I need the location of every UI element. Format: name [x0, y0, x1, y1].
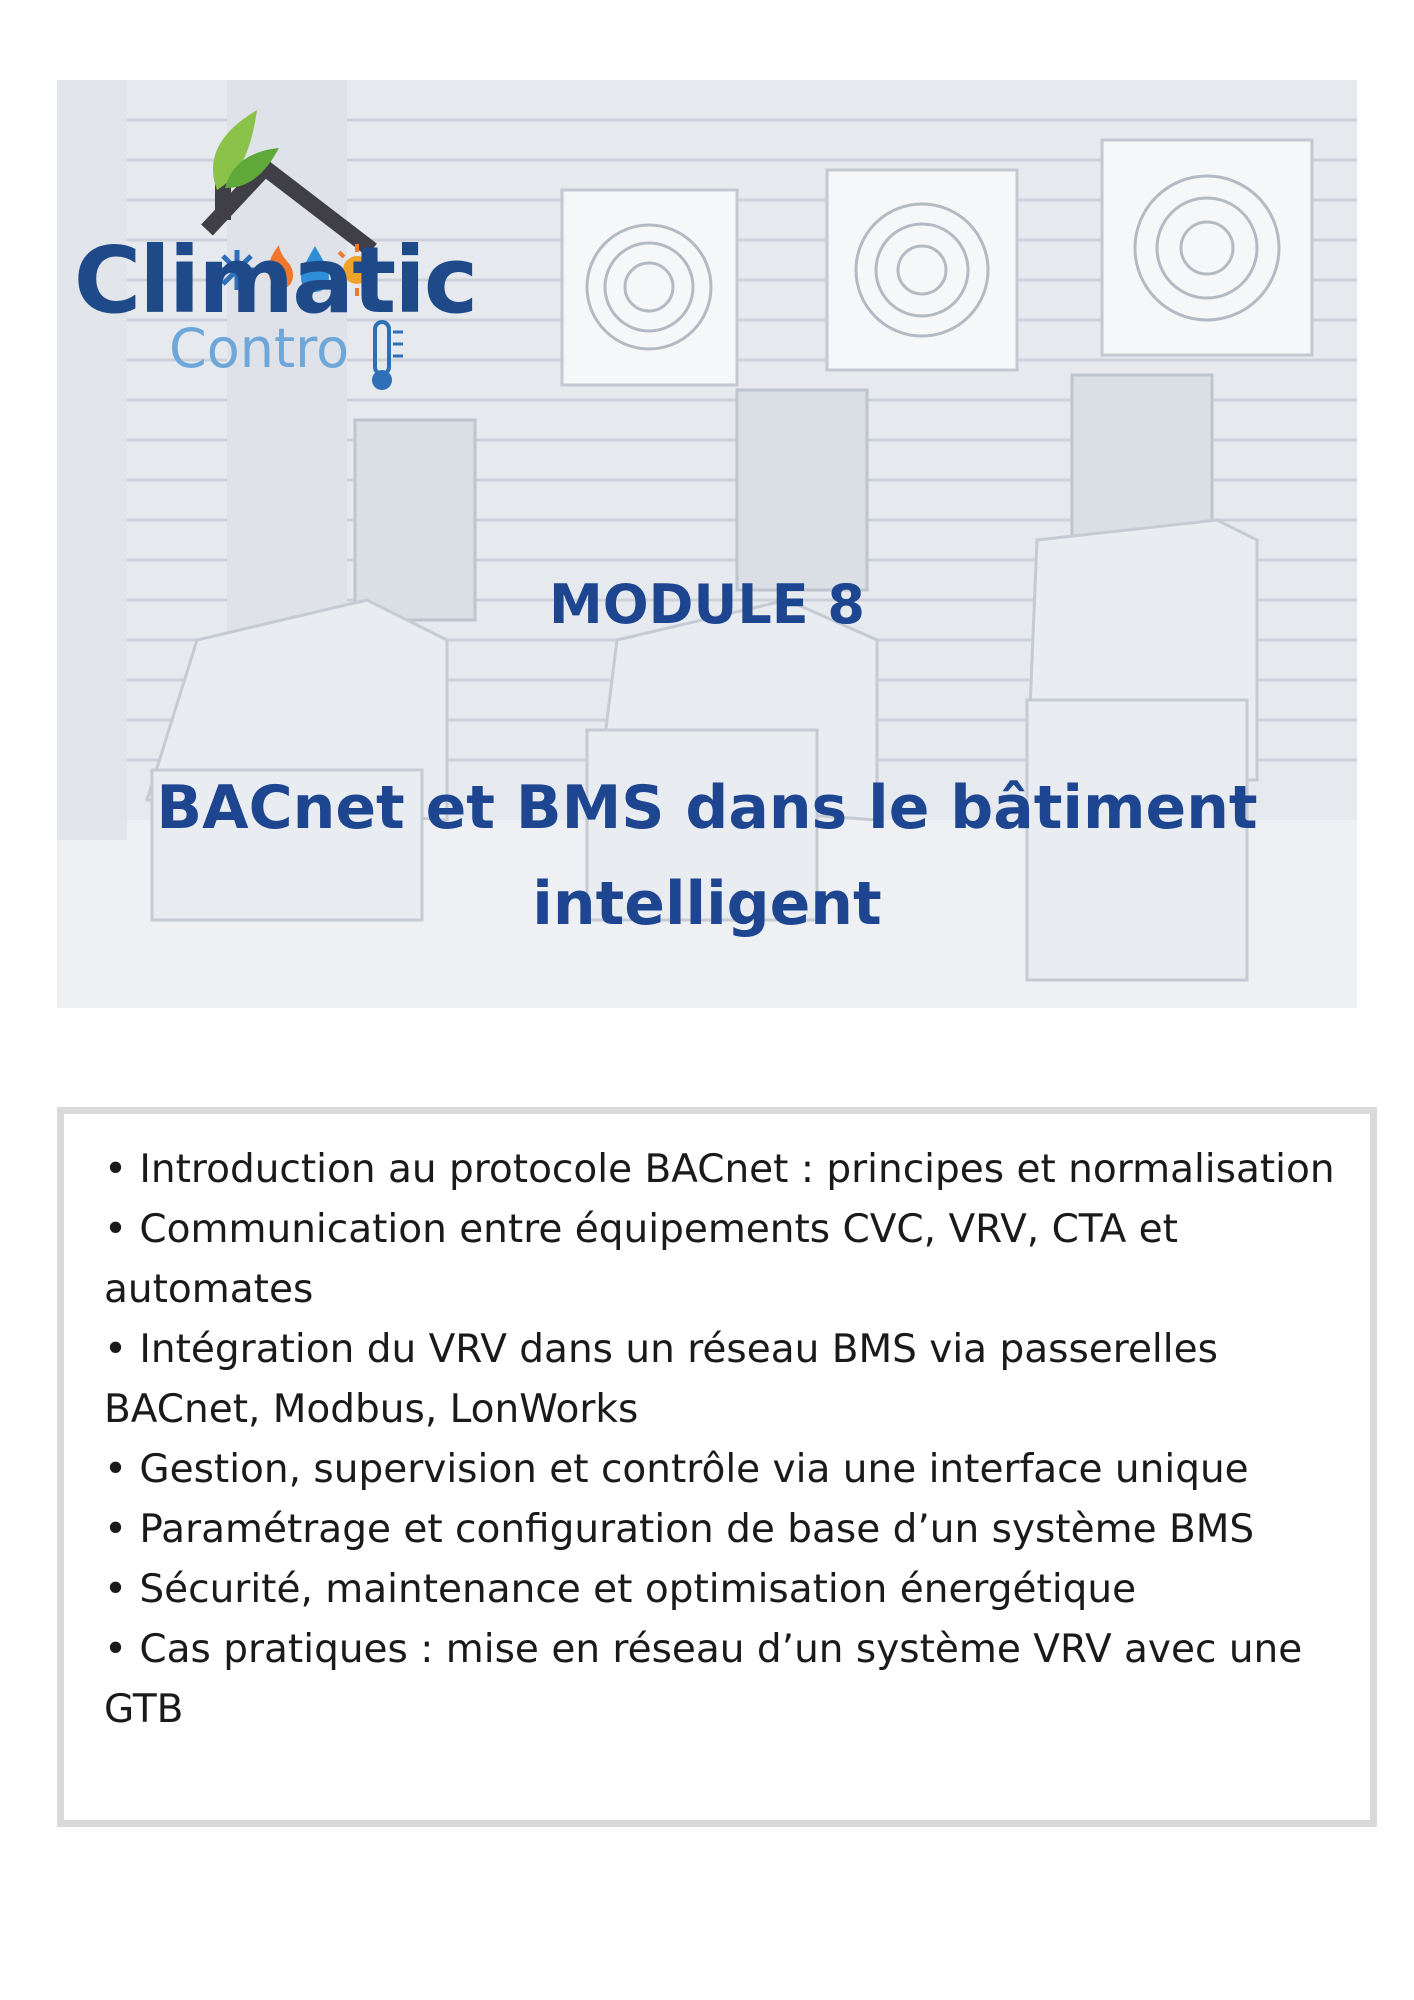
topic-item: • Gestion, supervision et contrôle via une interface unique: [104, 1447, 1249, 1492]
module-title: [57, 760, 1357, 952]
module-title-line-2: intelligent: [532, 869, 882, 939]
topics-box: [57, 1107, 1377, 1827]
topic-item: • Intégration du VRV dans un réseau BMS via passerelles BACnet, Modbus, LonWorks: [104, 1327, 1218, 1432]
module-title-line-1: BACnet et BMS dans le bâtiment: [156, 773, 1258, 843]
logo-sub-text: Contro: [169, 317, 350, 380]
topic-item: • Paramétrage et configuration de base d’un système BMS: [104, 1507, 1255, 1552]
topic-item: • Cas pratiques : mise en réseau d’un système VRV avec une GTB: [104, 1627, 1303, 1732]
topic-item: • Sécurité, maintenance et optimisation énergétique: [104, 1567, 1137, 1612]
topics-list: [104, 1140, 1354, 1740]
climatic-control-logo: [57, 80, 497, 410]
topic-item: • Introduction au protocole BACnet : principes et normalisation: [104, 1147, 1335, 1192]
topic-item: • Communication entre équipements CVC, VRV, CTA et automates: [104, 1207, 1178, 1312]
module-number: MODULE 8: [549, 573, 865, 636]
logo-brand-text: Climatic: [73, 227, 477, 334]
